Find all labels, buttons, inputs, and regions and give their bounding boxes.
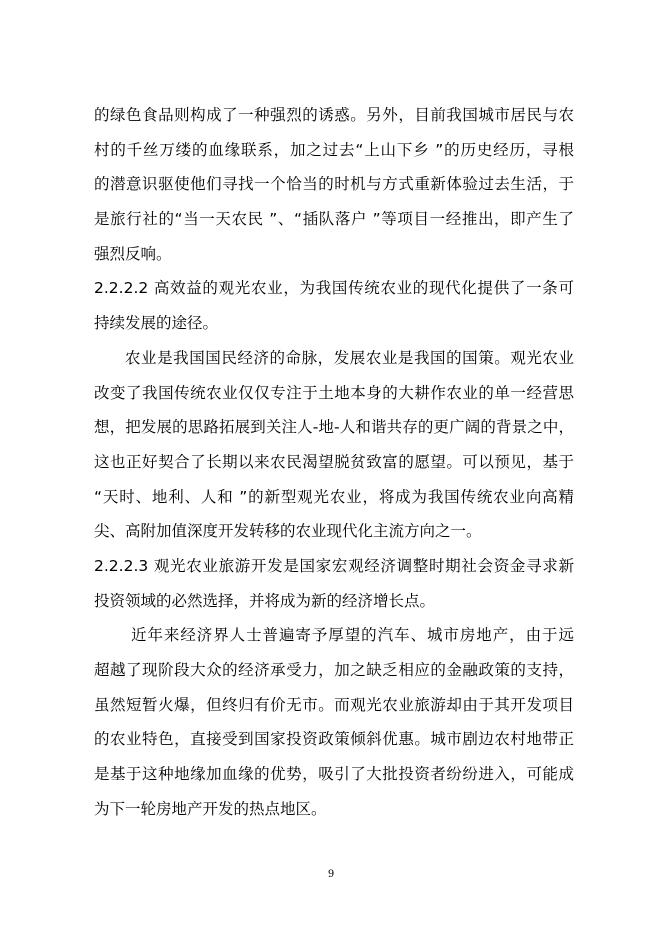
text-line: 的潜意识驱使他们寻找一个恰当的时机与方式重新体验过去生活，于 — [94, 175, 574, 194]
text-line: 这也正好契合了长期以来农民渴望脱贫致富的愿望。可以预见，基于 — [94, 452, 574, 471]
text-line: 农业是我国国民经济的命脉，发展农业是我国的国策。观光农业 — [125, 348, 574, 367]
page-number: 9 — [327, 869, 335, 880]
text-line: 是旅行社的“当一天农民 ”、“插队落户 ”等项目一经推出，即产生了 — [94, 210, 574, 229]
text-line: 想，把发展的思路拓展到关注人-地-人和谐共存的更广阔的背景之中， — [94, 418, 574, 437]
text-line: 虽然短暂火爆，但终归有价无市。而观光农业旅游却由于其开发项目 — [94, 695, 574, 714]
text-line: 是基于这种地缘加血缘的优势，吸引了大批投资者纷纷进入，可能成 — [94, 765, 574, 784]
section-heading-2-2-2-3-cont: 投资领域的必然选择，并将成为新的经济增长点。 — [94, 591, 436, 610]
text-line: 为下一轮房地产开发的热点地区。 — [94, 799, 327, 818]
section-heading-2-2-2-2-cont: 持续发展的途径。 — [94, 314, 219, 333]
text-line: 尖、高附加值深度开发转移的农业现代化主流方向之一。 — [94, 522, 482, 541]
text-line: 改变了我国传统农业仅仅专注于土地本身的大耕作农业的单一经营思 — [94, 383, 574, 402]
text-line: 的农业特色，直接受到国家投资政策倾斜优惠。城市剧边农村地带正 — [94, 730, 574, 749]
text-line: 超越了现阶段大众的经济承受力，加之缺乏相应的金融政策的支持， — [94, 661, 574, 679]
text-line: 强烈反响。 — [94, 244, 172, 263]
section-heading-2-2-2-3: 2.2.2.3 观光农业旅游开发是国家宏观经济调整时期社会资金寻求新 — [94, 556, 574, 575]
text-line: 近年来经济界人士普遍寄予厚望的汽车、城市房地产，由于远 — [131, 626, 574, 645]
text-line: 村的千丝万缕的血缘联系，加之过去“上山下乡 ”的历史经历，寻根 — [94, 140, 574, 159]
text-line: 的绿色食品则构成了一种强烈的诱惑。另外，目前我国城市居民与农 — [94, 106, 574, 124]
text-line: “天时、地利、人和 ”的新型观光农业，将成为我国传统农业向高精 — [94, 487, 574, 506]
body-text — [94, 98, 574, 826]
section-heading-2-2-2-2: 2.2.2.2 高效益的观光农业，为我国传统农业的现代化提供了一条可 — [94, 279, 574, 298]
